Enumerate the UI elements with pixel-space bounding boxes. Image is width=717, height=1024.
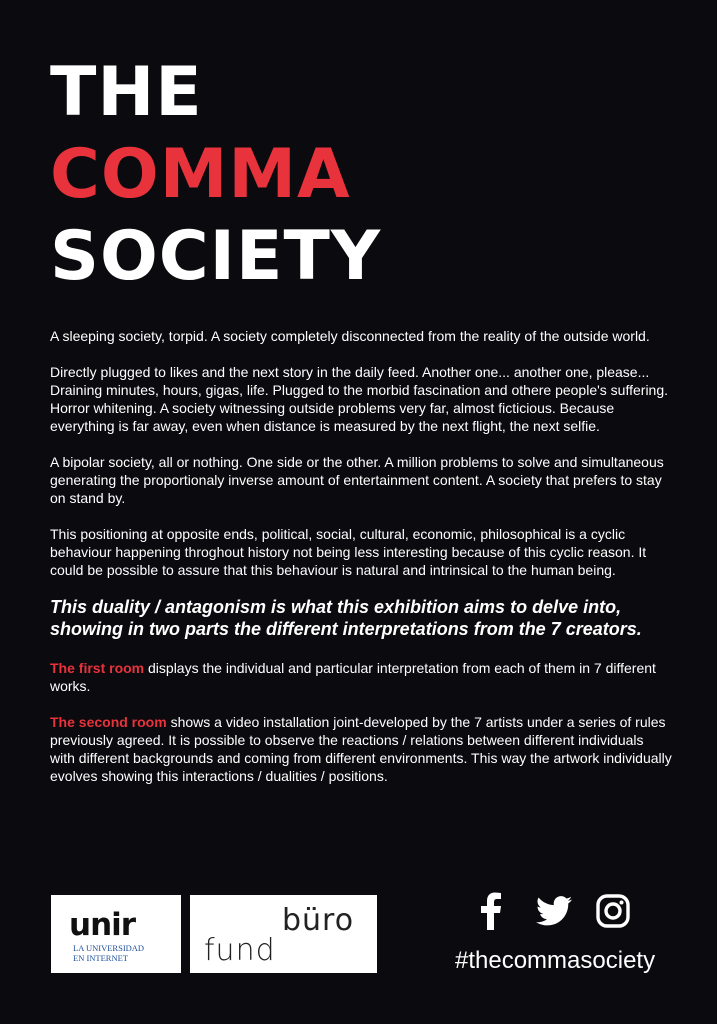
title-line-society: SOCIETY bbox=[50, 217, 382, 296]
second-room-text: shows a video installation joint-developed by the 7 artists under a series of rules previously agreed. It is possible to observe the reactions / relations between different individuals with different backgrounds and coming from different environments. This way the artwork individually evolves showing this interactions / dualities / positions. bbox=[50, 714, 672, 784]
title-line-the: THE bbox=[50, 53, 203, 132]
fundburo-logo bbox=[190, 895, 377, 973]
facebook-icon[interactable] bbox=[480, 892, 502, 930]
paragraph-first-room bbox=[50, 659, 672, 695]
instagram-icon[interactable] bbox=[596, 894, 630, 928]
fundburo-buro-text: büro bbox=[282, 903, 355, 938]
paragraph-plugged: Directly plugged to likes and the next story in the daily feed. Another one... another one, please... Draining minutes, hours, gigas, life. Plugged to the morbid fascination and othere people's suffering. Horror whitening. A society witnessing outside problems very far, almost ficticious. Because everything is far away, even when distance is measured by the next flight, the next selfie. bbox=[50, 364, 669, 434]
paragraph-intro: A sleeping society, torpid. A society completely disconnected from the reality of the outside world. bbox=[50, 328, 650, 344]
social-icons bbox=[478, 892, 658, 932]
exhibition-quote: This duality / antagonism is what this exhibition aims to delve into, showing in two parts the different interpretations from the 7 creators. bbox=[50, 597, 642, 639]
unir-tagline-line2: EN INTERNET bbox=[73, 953, 129, 963]
first-room-text: displays the individual and particular interpretation from each of them in 7 different works. bbox=[50, 660, 656, 694]
unir-wordmark: unir bbox=[69, 907, 136, 943]
paragraph-positioning: This positioning at opposite ends, political, social, cultural, economic, philosophical is a cyclic behaviour happening throghout history not being less interesting because of this cyclic reason. It could be possible to assure that this behaviour is natural and intrinsical to the human being. bbox=[50, 526, 647, 578]
second-room-label: The second room bbox=[50, 714, 167, 730]
poster-title bbox=[50, 52, 381, 298]
hashtag: #thecommasociety bbox=[455, 947, 656, 974]
description-body bbox=[50, 327, 672, 803]
paragraph-second-room bbox=[50, 713, 672, 785]
title-line-comma: COMMA bbox=[50, 135, 351, 214]
unir-tagline-line1: LA UNIVERSIDAD bbox=[73, 943, 145, 953]
fundburo-fund-text: fund bbox=[204, 933, 276, 968]
twitter-icon[interactable] bbox=[536, 896, 572, 926]
first-room-label: The first room bbox=[50, 660, 145, 676]
paragraph-bipolar: A bipolar society, all or nothing. One side or the other. A million problems to solve and simultaneous generating the proportionaly inverse amount of entertainment content. A society that prefers to stay on stand by. bbox=[50, 454, 664, 506]
unir-tagline bbox=[73, 943, 144, 963]
unir-logo bbox=[51, 895, 181, 973]
